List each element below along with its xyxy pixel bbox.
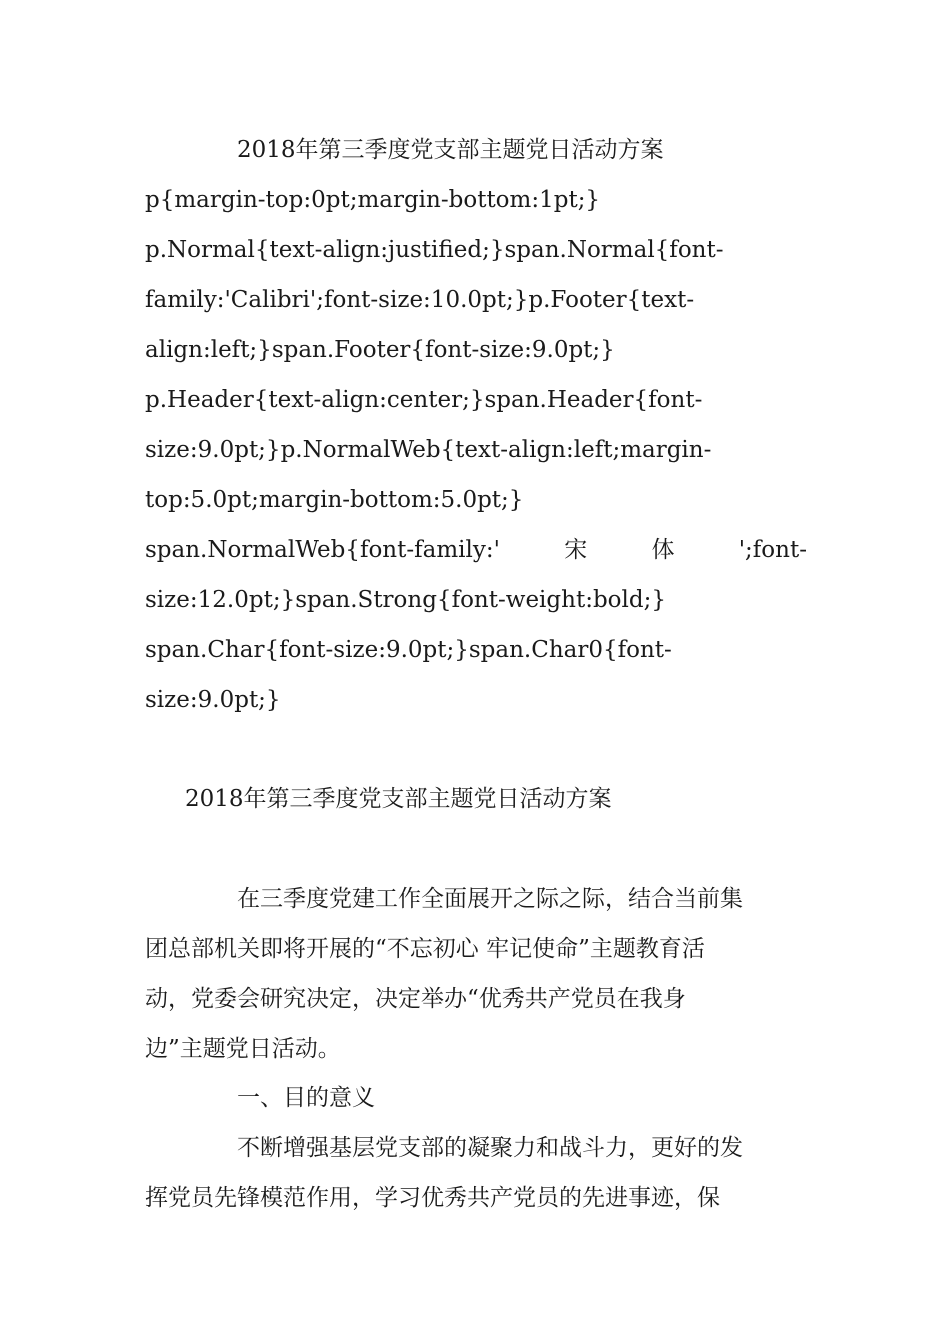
intro-paragraph-line: 动，党委会研究决定，决定举办“优秀共产党员在我身 xyxy=(145,986,686,1012)
section-heading: 一、目的意义 xyxy=(237,1085,375,1111)
css-text-line: p.Normal{text-align:justified;}span.Normal{font- xyxy=(145,237,724,263)
css-text-line: family:'Calibri';font-size:10.0pt;}p.Footer{text- xyxy=(145,287,695,313)
intro-paragraph-line: 团总部机关即将开展的“不忘初心 牢记使命”主题教育活 xyxy=(145,936,705,962)
intro-paragraph-line: 边”主题党日活动。 xyxy=(145,1036,341,1062)
css-text-line: p.Header{text-align:center;}span.Header{font- xyxy=(145,387,703,413)
css-text-line: size:12.0pt;}span.Strong{font-weight:bold;} xyxy=(145,587,666,613)
css-text-line: top:5.0pt;margin-bottom:5.0pt;} xyxy=(145,487,524,513)
css-fragment: span.NormalWeb{font-family:' xyxy=(145,537,500,563)
css-text-line: span.Char{font-size:9.0pt;}span.Char0{font- xyxy=(145,637,672,663)
css-text-line: size:9.0pt;}p.NormalWeb{text-align:left;margin- xyxy=(145,437,712,463)
css-fragment: ';font- xyxy=(738,537,807,563)
css-text-line: align:left;}span.Footer{font-size:9.0pt;} xyxy=(145,337,615,363)
css-fragment: 宋 xyxy=(564,537,588,563)
intro-paragraph-line: 在三季度党建工作全面展开之际之际，结合当前集 xyxy=(237,886,743,912)
css-fragment: 体 xyxy=(651,537,675,563)
css-text-line: p{margin-top:0pt;margin-bottom:1pt;} xyxy=(145,187,601,213)
css-text-line: size:9.0pt;} xyxy=(145,687,281,713)
section-paragraph-line: 不断增强基层党支部的凝聚力和战斗力，更好的发 xyxy=(237,1135,743,1161)
document-subtitle: 2018年第三季度党支部主题党日活动方案 xyxy=(185,786,612,812)
css-text-line-justified xyxy=(145,535,807,565)
document-title: 2018年第三季度党支部主题党日活动方案 xyxy=(237,137,664,163)
section-paragraph-line: 挥党员先锋模范作用，学习优秀共产党员的先进事迹，保 xyxy=(145,1185,720,1211)
